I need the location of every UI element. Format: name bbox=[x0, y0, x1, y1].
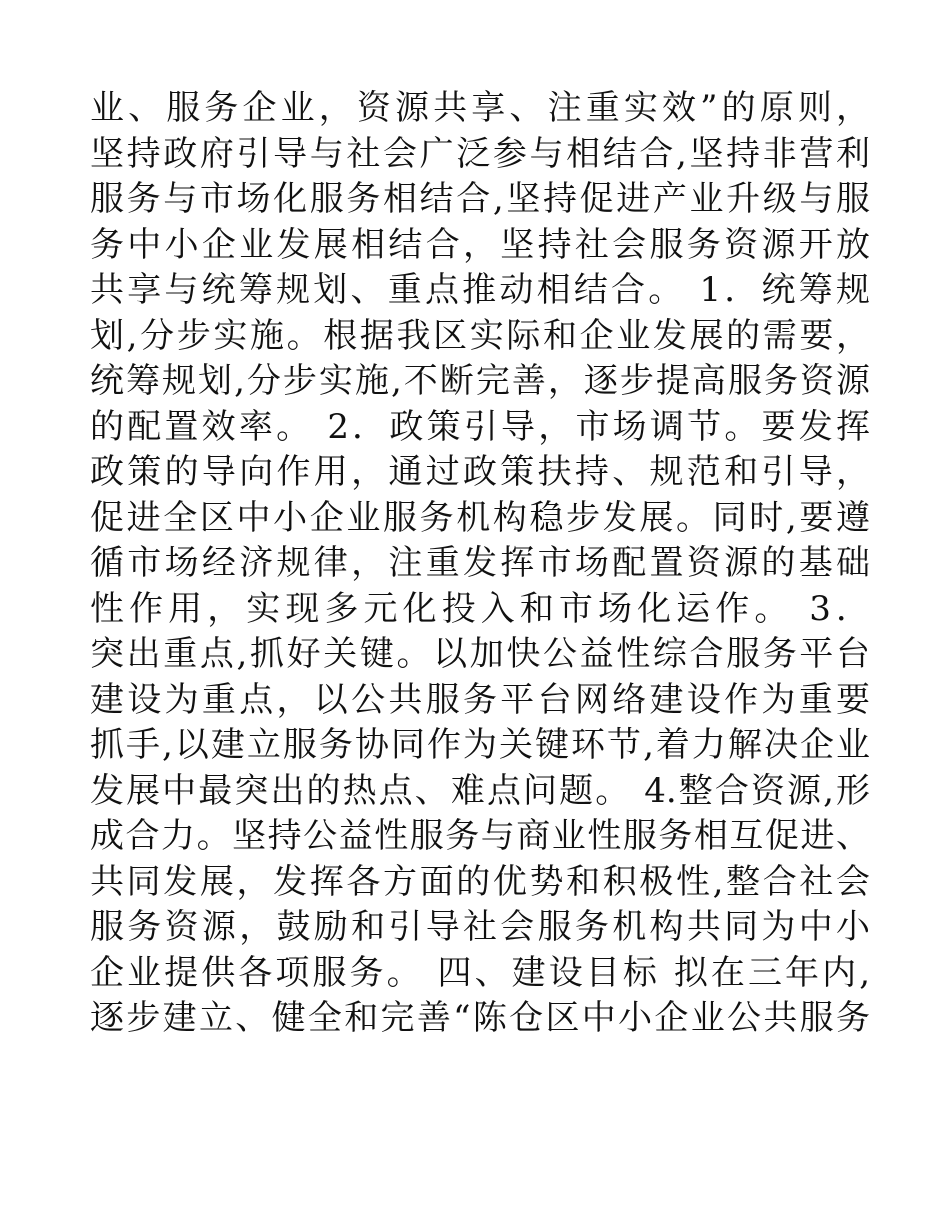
text-line: 坚持政府引导与社会广泛参与相结合,坚持非营利 bbox=[90, 133, 870, 174]
text-line: 服务与市场化服务相结合,坚持促进产业升级与服 bbox=[90, 179, 870, 219]
text-line: 统筹规划,分步实施,不断完善，逐步提高服务资源 bbox=[90, 361, 870, 401]
text-line: 突出重点,抓好关键。以加快公益性综合服务平台 bbox=[90, 634, 870, 674]
text-line: 企业提供各项服务。 四、建设目标 拟在三年内, bbox=[90, 952, 870, 993]
text-line: 政策的导向作用，通过政策扶持、规范和引导， bbox=[90, 452, 870, 492]
text-line: 性作用，实现多元化投入和市场化运作。 3． bbox=[90, 588, 870, 629]
text-line: 划,分步实施。根据我区实际和企业发展的需要， bbox=[90, 315, 870, 356]
text-line: 务中小企业发展相结合，坚持社会服务资源开放 bbox=[90, 224, 870, 265]
text-line: 发展中最突出的热点、难点问题。 4.整合资源,形 bbox=[90, 770, 870, 811]
text-line: 成合力。坚持公益性服务与商业性服务相互促进、 bbox=[90, 816, 870, 856]
text-line: 的配置效率。 2．政策引导，市场调节。要发挥 bbox=[90, 406, 870, 447]
text-line: 共同发展，发挥各方面的优势和积极性,整合社会 bbox=[90, 861, 870, 902]
text-line: 促进全区中小企业服务机构稳步发展。同时,要遵 bbox=[90, 497, 870, 538]
text-line: 服务资源，鼓励和引导社会服务机构共同为中小 bbox=[90, 907, 870, 947]
text-line: 业、服务企业，资源共享、注重实效”的原则， bbox=[90, 88, 870, 128]
text-line: 建设为重点，以公共服务平台网络建设作为重要 bbox=[90, 679, 870, 720]
text-line: 逐步建立、健全和完善“陈仓区中小企业公共服务 bbox=[90, 998, 870, 1038]
text-line: 共享与统筹规划、重点推动相结合。 1．统筹规 bbox=[90, 270, 870, 310]
body-text bbox=[90, 86, 870, 1042]
text-line: 抓手,以建立服务协同作为关键环节,着力解决企业 bbox=[90, 725, 870, 765]
text-line: 循市场经济规律，注重发挥市场配置资源的基础 bbox=[90, 543, 870, 583]
